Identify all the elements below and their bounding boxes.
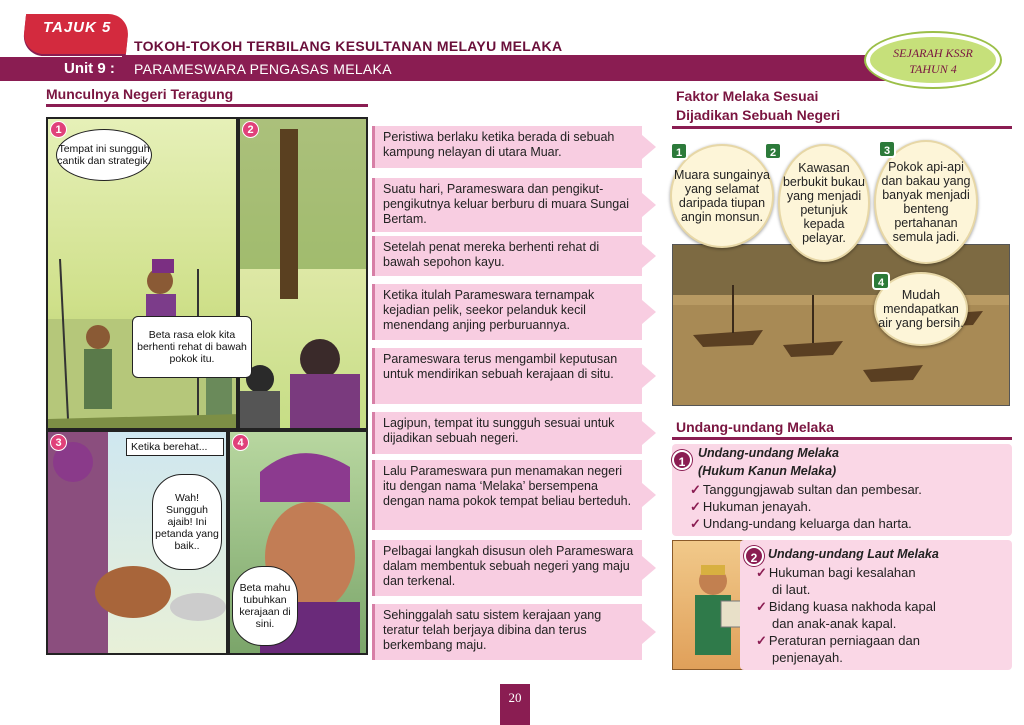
tajuk-badge (22, 14, 130, 54)
undang-group1-item-3 (690, 516, 912, 532)
faktor-number-3: 3 (878, 140, 896, 158)
page-number: 20 (500, 684, 530, 725)
speech-bubble-3: Wah! Sungguh ajaib! Ini petanda yang baik.. (152, 474, 222, 570)
undang-group1-item-2-text: Hukuman jenayah. (702, 499, 812, 514)
undang-underline (672, 437, 1012, 440)
comic-panel-3 (46, 430, 228, 655)
narrative-box-1: Peristiwa berlaku ketika berada di sebuah kampung nelayan di utara Muar. (372, 126, 642, 168)
speech-bubble-1: Tempat ini sungguh cantik dan strategik. (56, 129, 152, 181)
section-underline-left (46, 104, 368, 107)
undang-group2-item-1-text: Hukuman bagi kesalahan (768, 565, 916, 580)
narrative-box-3: Setelah penat mereka berhenti rehat di bawah sepohon kayu. (372, 236, 642, 276)
narrative-box-6: Lagipun, tempat itu sungguh sesuai untuk dijadikan sebuah negeri. (372, 412, 642, 454)
undang-group2-item-1 (756, 565, 916, 581)
faktor-number-1: 1 (670, 142, 688, 160)
faktor-heading-line1: Faktor Melaka Sesuai (676, 88, 819, 104)
undang-heading: Undang-undang Melaka (676, 419, 834, 435)
faktor-number-4: 4 (872, 272, 890, 290)
narrative-box-8: Pelbagai langkah disusun oleh Parameswara dalam membentuk sebuah negeri yang maju dan terkenal. (372, 540, 642, 596)
panel-number-4: 4 (232, 434, 249, 451)
undang-number-2: 2 (744, 546, 764, 566)
faktor-heading-line2: Dijadikan Sebuah Negeri (676, 107, 841, 123)
tick-icon: ✓ (690, 499, 701, 514)
narrative-box-4: Ketika itulah Parameswara ternampak kejadian pelik, seekor pelanduk kecil menendang anjing perburuannya. (372, 284, 642, 340)
undang-group1-title-2: (Hukum Kanun Melaka) (698, 464, 837, 478)
panel-number-2: 2 (242, 121, 259, 138)
tick-icon: ✓ (756, 565, 767, 580)
undang-group2-item-3-text: Peraturan perniagaan dan (768, 633, 920, 648)
undang-group1-item-1-text: Tanggungjawab sultan dan pembesar. (702, 482, 922, 497)
faktor-underline (672, 126, 1012, 129)
undang-group1-item-1 (690, 482, 922, 498)
top-stripe (0, 0, 1024, 14)
undang-group2-item-3 (756, 633, 920, 649)
faktor-circle-1: Muara sungainya yang selamat daripada tiupan angin monsun. (670, 144, 774, 248)
subject-badge-line1: SEJARAH KSSR (893, 46, 973, 60)
section-heading-left: Munculnya Negeri Teragung (46, 86, 234, 102)
faktor-circle-3: Pokok api-api dan bakau yang banyak menjadi benteng pertahanan semula jadi. (874, 140, 978, 264)
comic-panel-1 (46, 117, 238, 430)
undang-group1-item-3-text: Undang-undang keluarga dan harta. (702, 516, 912, 531)
panel2-illustration (240, 119, 368, 430)
speech-bubble-4: Beta mahu tubuhkan kerajaan di sini. (232, 566, 298, 646)
undang-group2-title: Undang-undang Laut Melaka (768, 547, 939, 561)
tajuk-label: TAJUK 5 (42, 19, 112, 36)
page-title: TOKOH-TOKOH TERBILANG KESULTANAN MELAYU MELAKA (134, 38, 563, 54)
speech-bubble-2: Beta rasa elok kita berhenti rehat di bawah pokok itu. (132, 316, 252, 378)
narrative-box-9: Sehinggalah satu sistem kerajaan yang teratur telah berjaya dibina dan terus berkembang maju. (372, 604, 642, 660)
undang-number-1: 1 (672, 450, 692, 470)
subject-badge-line2: TAHUN 4 (909, 62, 957, 76)
panel-number-3: 3 (50, 434, 67, 451)
tick-icon: ✓ (756, 599, 767, 614)
narrative-box-5: Parameswara terus mengambil keputusan untuk mendirikan sebuah kerajaan di situ. (372, 348, 642, 404)
page-subtitle: PARAMESWARA PENGASAS MELAKA (134, 61, 392, 77)
faktor-number-2: 2 (764, 142, 782, 160)
comic-panel-2 (238, 117, 368, 430)
undang-group2-item-3-cont: penjenayah. (772, 650, 843, 665)
comic-panel-4 (228, 430, 368, 655)
undang-group2-item-2-text: Bidang kuasa nakhoda kapal (768, 599, 936, 614)
undang-group1-item-2 (690, 499, 811, 515)
undang-group2-item-2 (756, 599, 936, 615)
tick-icon: ✓ (690, 516, 701, 531)
subject-badge (866, 33, 1000, 87)
tick-icon: ✓ (690, 482, 701, 497)
tick-icon: ✓ (756, 633, 767, 648)
undang-group2-item-1-cont: di laut. (772, 582, 811, 597)
undang-group1-title-1: Undang-undang Melaka (698, 446, 839, 460)
narrative-box-2: Suatu hari, Parameswara dan pengikut-pengikutnya keluar berburu di muara Sungai Bertam. (372, 178, 642, 232)
panel3-caption: Ketika berehat... (126, 438, 224, 456)
panel-number-1: 1 (50, 121, 67, 138)
faktor-circle-2: Kawasan berbukit bukau yang menjadi petunjuk kepada pelayar. (778, 144, 870, 262)
narrative-box-7: Lalu Parameswara pun menamakan negeri itu dengan nama ‘Melaka’ bersempena dengan nama pokok tempat beliau berteduh. (372, 460, 642, 530)
undang-group2-item-2-cont: dan anak-anak kapal. (772, 616, 897, 631)
faktor-circle-4: Mudah mendapatkan air yang bersih. (874, 272, 968, 346)
unit-label: Unit 9 : (64, 60, 115, 77)
